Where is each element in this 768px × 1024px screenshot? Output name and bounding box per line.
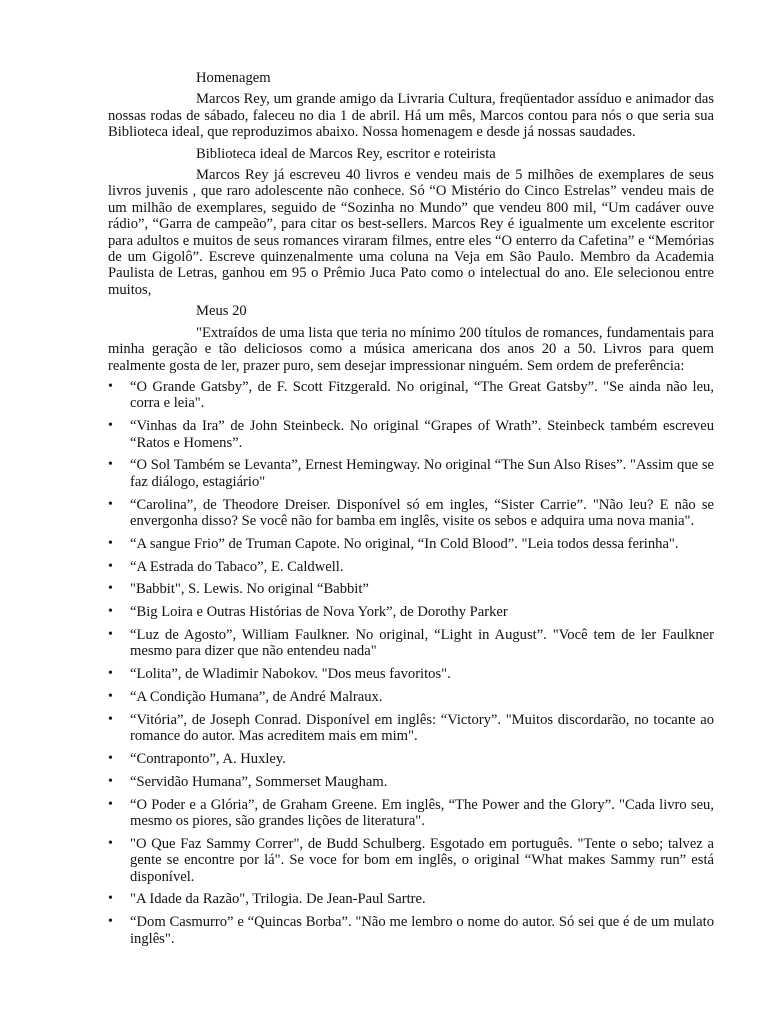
list-item xyxy=(108,797,714,830)
book-entry-text: “Dom Casmurro” e “Quincas Borba”. "Não me lembro o nome do autor. Só sei que é de um mulato inglês". xyxy=(130,914,714,947)
list-item xyxy=(108,774,714,790)
book-entry-text: “Lolita”, de Wladimir Nabokov. "Dos meus favoritos". xyxy=(130,666,451,683)
list-title: Meus 20 xyxy=(196,303,247,320)
list-item xyxy=(108,457,714,490)
list-item xyxy=(108,627,714,660)
list-item xyxy=(108,559,714,575)
bullet-icon: • xyxy=(108,604,113,620)
book-entry-text: “Big Loira e Outras Histórias de Nova York”, de Dorothy Parker xyxy=(130,604,508,621)
book-entry-text: “O Sol Também se Levanta”, Ernest Hemingway. No original “The Sun Also Rises”. "Assim que se faz diálogo, estagiário" xyxy=(130,457,714,490)
bullet-icon: • xyxy=(108,378,113,394)
list-item xyxy=(108,891,714,907)
bullet-icon: • xyxy=(108,914,113,930)
document-page xyxy=(108,70,714,953)
list-item xyxy=(108,666,714,682)
bullet-icon: • xyxy=(108,626,113,642)
list-item xyxy=(108,689,714,705)
bio-paragraph: Marcos Rey já escreveu 40 livros e vendeu mais de 5 milhões de exemplares de seus livros juvenis , que raro adolescente não conhece. Só “O Mistério do Cinco Estrelas” vendeu mais de um milhão de exemplares, seguido de “Sozinha no Mundo” que vendeu 800 mil, “Um cadáver ouve rádio”, “Garra de campeão”, para citar os best-sellers. Marcos Rey é igualmente um excelente escritor para adultos e muitos de seus romances viraram filmes, entre eles “O enterro da Cafetina” e “Memórias de um Gigolô”. Escreve quinzenalmente uma coluna na Veja em São Paulo. Membro da Academia Paulista de Letras, ganhou em 95 o Prêmio Juca Pato como o intelectual do ano. Ele selecionou entre muitos, xyxy=(108,167,714,298)
document-title: Homenagem xyxy=(196,70,271,86)
bullet-icon: • xyxy=(108,891,113,907)
book-entry-text: “A Estrada do Tabaco”, E. Caldwell. xyxy=(130,558,344,575)
list-item xyxy=(108,604,714,620)
list-item xyxy=(108,914,714,947)
book-entry-text: “A sangue Frio” de Truman Capote. No original, “In Cold Blood”. "Leia todos dessa ferinha". xyxy=(130,535,679,552)
intro-paragraph: Marcos Rey, um grande amigo da Livraria Cultura, freqüentador assíduo e animador das nossas rodas de sábado, faleceu no dia 1 de abril. Há um mês, Marcos contou para nós o que seria sua Biblioteca ideal, que reproduzimos abaixo. Nossa homenagem e desde já nossas saudades. xyxy=(108,91,714,141)
book-entry-text: “Vitória”, de Joseph Conrad. Disponível em inglês: “Victory”. "Muitos discordarão, no tocante ao romance do autor. Mas acreditem mais em mim". xyxy=(130,711,714,745)
book-entry-text: “Contraponto”, A. Huxley. xyxy=(130,750,286,767)
bullet-icon: • xyxy=(108,711,113,727)
bullet-icon: • xyxy=(108,835,113,851)
bullet-icon: • xyxy=(108,666,113,682)
book-list xyxy=(108,379,714,947)
book-entry-text: “Servidão Humana”, Sommerset Maugham. xyxy=(130,773,388,790)
book-entry-text: “O Grande Gatsby”, de F. Scott Fitzgerald. No original, “The Great Gatsby”. "Se ainda não leu, corra e leia". xyxy=(130,378,714,412)
list-item xyxy=(108,751,714,767)
bullet-icon: • xyxy=(108,457,113,473)
list-item xyxy=(108,712,714,745)
bullet-icon: • xyxy=(108,688,113,704)
bullet-icon: • xyxy=(108,796,113,812)
book-entry-text: “Carolina”, de Theodore Dreiser. Disponível só em ingles, “Sister Carrie”. "Não leu? E não se envergonha disso? Se você não for bamba em inglês, visite os sebos e adquira uma nova mania". xyxy=(130,496,714,529)
document-subtitle: Biblioteca ideal de Marcos Rey, escritor e roteirista xyxy=(196,145,496,162)
bullet-icon: • xyxy=(108,750,113,766)
book-entry-text: "O Que Faz Sammy Correr", de Budd Schulberg. Esgotado em português. "Tente o sebo; talvez a gente se encontre por lá". Se voce for bom em inglês, o original “What makes Sammy run” está disponível. xyxy=(130,835,714,885)
list-item xyxy=(108,497,714,530)
quote-paragraph: "Extraídos de uma lista que teria no mínimo 200 títulos de romances, fundamentais para minha geração e tão deliciosos como a música americana dos anos 20 a 50. Livros para quem realmente gosta de ler, prazer puro, sem desejar impressionar ninguém. Sem ordem de preferência: xyxy=(108,324,714,374)
bullet-icon: • xyxy=(108,418,113,434)
bullet-icon: • xyxy=(108,773,113,789)
list-item xyxy=(108,536,714,552)
book-entry-text: "A Idade da Razão", Trilogia. De Jean-Paul Sartre. xyxy=(130,891,426,908)
book-entry-text: “Luz de Agosto”, William Faulkner. No original, “Light in August”. "Você tem de ler Faulkner mesmo para dizer que não entendeu nada" xyxy=(130,626,714,660)
book-entry-text: "Babbit", S. Lewis. No original “Babbit” xyxy=(130,581,369,598)
bullet-icon: • xyxy=(108,496,113,512)
book-entry-text: “Vinhas da Ira” de John Steinbeck. No original “Grapes of Wrath”. Steinbeck também escreveu “Ratos e Homens”. xyxy=(130,418,714,451)
list-item xyxy=(108,379,714,412)
list-item xyxy=(108,836,714,885)
bullet-icon: • xyxy=(108,535,113,551)
bullet-icon: • xyxy=(108,558,113,574)
book-entry-text: “O Poder e a Glória”, de Graham Greene. Em inglês, “The Power and the Glory”. "Cada livro seu, mesmo os piores, são grandes lições de literatura". xyxy=(130,796,714,829)
book-entry-text: “A Condição Humana”, de André Malraux. xyxy=(130,688,383,705)
bullet-icon: • xyxy=(108,581,113,597)
list-item xyxy=(108,581,714,597)
list-item xyxy=(108,418,714,451)
